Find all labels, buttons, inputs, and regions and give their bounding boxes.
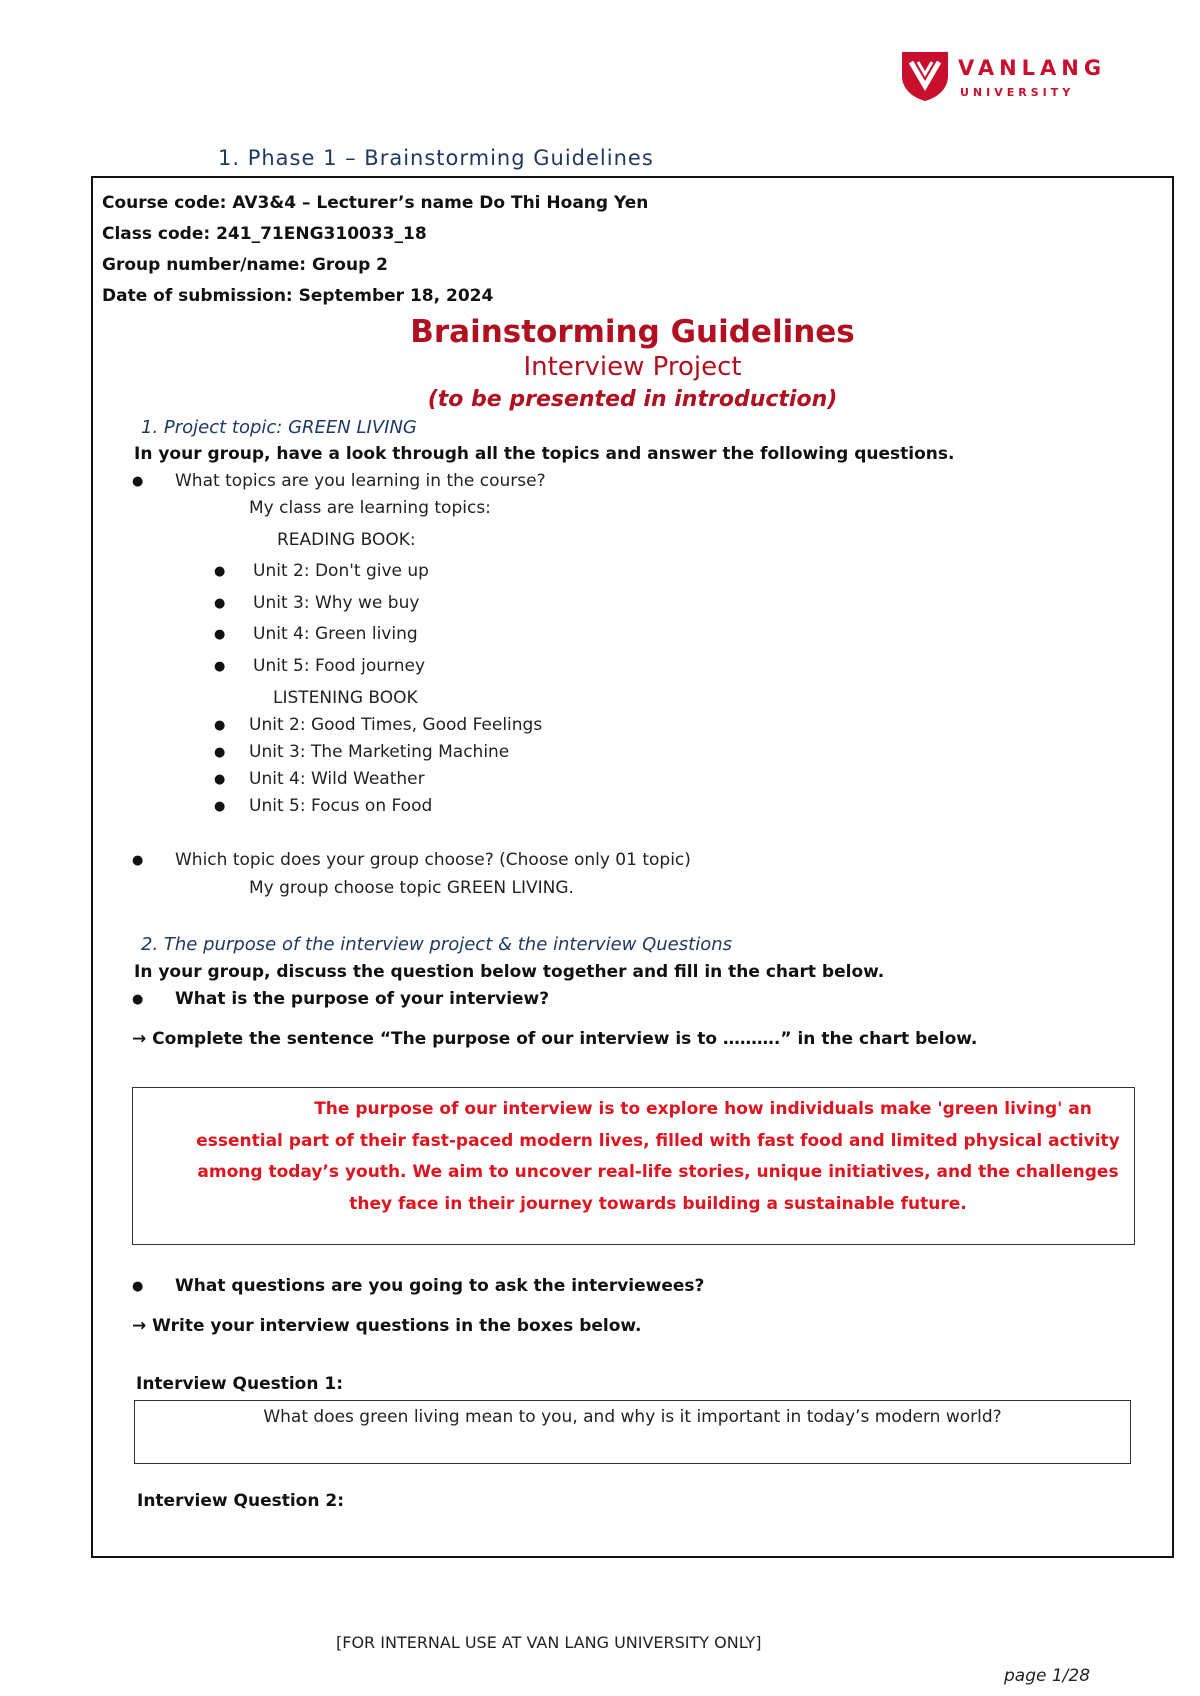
interview-question-2-label: Interview Question 2: — [137, 1491, 345, 1511]
listening-unit: Unit 3: The Marketing Machine — [249, 742, 510, 762]
section-1-instruction: In your group, have a look through all the topics and answer the following questions. — [134, 444, 955, 464]
interview-question-1-box — [134, 1400, 1131, 1464]
purpose-answer-box — [132, 1087, 1135, 1245]
group-name: Group number/name: Group 2 — [102, 255, 388, 275]
sub-title-italic: (to be presented in introduction) — [427, 387, 838, 412]
answer-choose-topic: My group choose topic GREEN LIVING. — [249, 878, 574, 898]
bullet-icon: ● — [214, 799, 226, 814]
listening-unit: Unit 2: Good Times, Good Feelings — [249, 715, 543, 735]
course-code: Course code: AV3&4 – Lecturer’s name Do Thi Hoang Yen — [102, 193, 649, 213]
reading-unit: Unit 5: Food journey — [253, 656, 426, 676]
bullet-icon: ● — [132, 853, 144, 868]
instruction-purpose: → Complete the sentence “The purpose of our interview is to ……….” in the chart below. — [132, 1029, 978, 1049]
interview-question-1-label: Interview Question 1: — [136, 1374, 344, 1394]
question-purpose: What is the purpose of your interview? — [175, 989, 550, 1009]
bullet-icon: ● — [214, 596, 226, 611]
shield-logo-icon — [900, 50, 950, 102]
interview-question-1-text: What does green living mean to you, and why is it important in today’s modern world? — [263, 1407, 1002, 1427]
purpose-answer-text: The purpose of our interview is to explore how individuals make 'green living' an essential part of their fast-paced modern lives, filled with fast food and limited physical activity among today’s youth. We aim to uncover real-life stories, unique initiatives, and the challenges they face in their journey towards building a sustainable future. — [196, 1099, 1120, 1214]
bullet-icon: ● — [214, 772, 226, 787]
bullet-icon: ● — [132, 992, 144, 1007]
submission-date: Date of submission: September 18, 2024 — [102, 286, 494, 306]
instruction-interview-questions: → Write your interview questions in the boxes below. — [132, 1316, 642, 1336]
answer-topics: My class are learning topics: — [249, 498, 491, 518]
bullet-icon: ● — [214, 564, 226, 579]
logo-wordmark: VANLANG — [958, 56, 1107, 80]
section-1-heading: 1. Project topic: GREEN LIVING — [141, 417, 417, 438]
section-2-instruction: In your group, discuss the question below together and fill in the chart below. — [134, 962, 885, 982]
bullet-icon: ● — [132, 474, 144, 489]
listening-unit: Unit 4: Wild Weather — [249, 769, 425, 789]
listening-unit: Unit 5: Focus on Food — [249, 796, 433, 816]
question-choose-topic: Which topic does your group choose? (Choose only 01 topic) — [175, 850, 691, 870]
bullet-icon: ● — [214, 718, 226, 733]
main-title: Brainstorming Guidelines — [410, 314, 855, 350]
listening-book-label: LISTENING BOOK — [273, 688, 418, 708]
class-code: Class code: 241_71ENG310033_18 — [102, 224, 427, 244]
logo-subtitle: UNIVERSITY — [960, 86, 1075, 99]
sub-title: Interview Project — [523, 352, 742, 382]
bullet-icon: ● — [214, 659, 226, 674]
reading-unit: Unit 2: Don't give up — [253, 561, 429, 581]
bullet-icon: ● — [132, 1279, 144, 1294]
question-interview-questions: What questions are you going to ask the interviewees? — [175, 1276, 705, 1296]
reading-unit: Unit 3: Why we buy — [253, 593, 420, 613]
bullet-icon: ● — [214, 745, 226, 760]
phase-title: 1. Phase 1 – Brainstorming Guidelines — [218, 146, 654, 170]
question-topics: What topics are you learning in the course? — [175, 471, 546, 491]
reading-book-label: READING BOOK: — [277, 530, 416, 550]
reading-unit: Unit 4: Green living — [253, 624, 418, 644]
section-2-heading: 2. The purpose of the interview project & the interview Questions — [141, 934, 732, 955]
page-number: page 1/28 — [1004, 1666, 1091, 1686]
bullet-icon: ● — [214, 627, 226, 642]
internal-use-footer: [FOR INTERNAL USE AT VAN LANG UNIVERSITY ONLY] — [336, 1633, 762, 1652]
university-logo — [900, 50, 1110, 110]
